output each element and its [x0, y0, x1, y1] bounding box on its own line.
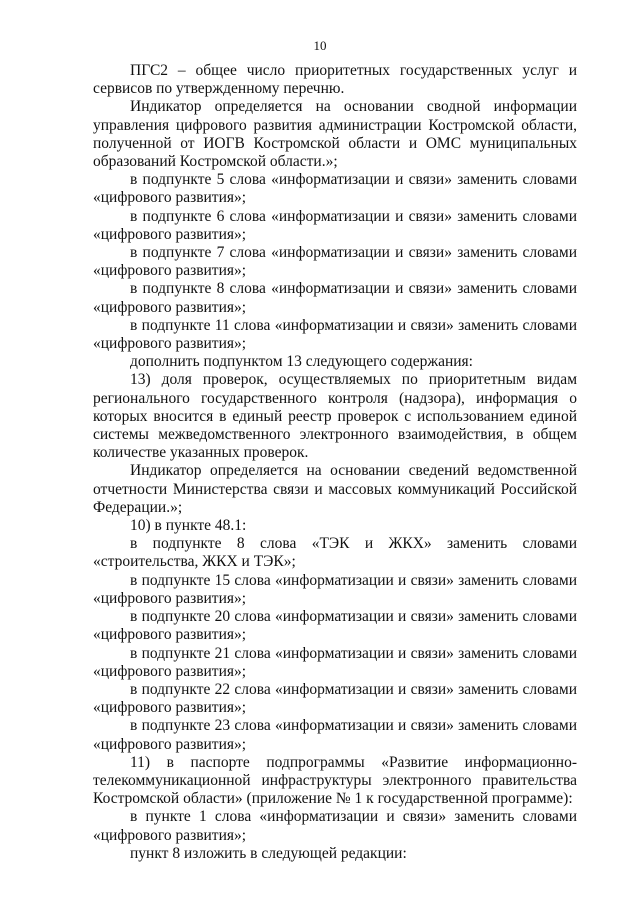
paragraph-20: пункт 8 изложить в следующей редакции:: [130, 844, 407, 862]
paragraph-6: в подпункте 8 слова «информатизации и связи» заменить словами «цифрового развития»;: [93, 280, 577, 316]
paragraph-14: в подпункте 20 слова «информатизации и связи» заменить словами «цифрового развития»;: [93, 608, 577, 644]
paragraph-17: в подпункте 23 слова «информатизации и связи» заменить словами «цифрового развития»;: [93, 717, 577, 753]
paragraph-7: в подпункте 11 слова «информатизации и связи» заменить словами «цифрового развития»;: [93, 316, 577, 353]
paragraph-19: в пункте 1 слова «информатизации и связи» заменить словами «цифрового развития»;: [93, 808, 577, 844]
paragraph-8: дополнить подпунктом 13 следующего содержания:: [130, 353, 473, 371]
paragraph-18: 11) в паспорте подпрограммы «Развитие информационно-телекоммуникационной инфраструктуры электронного правительства Костромской области» (приложение № 1 к государственной программе):: [93, 753, 577, 808]
document-body: [93, 62, 577, 863]
paragraph-2: Индикатор определяется на основании сводной информации управления цифрового развития администрации Костромской области, полученной от ИОГВ Костромской области и ОМС муниципальных образований Костромской области.»;: [93, 98, 577, 171]
paragraph-5: в подпункте 7 слова «информатизации и связи» заменить словами «цифрового развития»;: [93, 244, 577, 280]
paragraph-16: в подпункте 22 слова «информатизации и связи» заменить словами «цифрового развития»;: [93, 680, 577, 717]
paragraph-9: 13) доля проверок, осуществляемых по приоритетным видам регионального государственного контроля (надзора), информация о которых вносится в единый реестр проверок с использованием единой системы межведомственного электронного взаимодействия, в общем количестве указанных проверок.: [93, 371, 577, 462]
paragraph-1: ПГС2 – общее число приоритетных государственных услуг и сервисов по утвержденному перечню.: [93, 62, 577, 98]
paragraph-3: в подпункте 5 слова «информатизации и связи» заменить словами «цифрового развития»;: [93, 171, 577, 207]
paragraph-10: Индикатор определяется на основании сведений ведомственной отчетности Министерства связи и массовых коммуникаций Российской Федерации.»;: [93, 462, 577, 516]
page-number: 10: [313, 38, 327, 53]
paragraph-11: 10) в пункте 48.1:: [130, 517, 247, 535]
paragraph-13: в подпункте 15 слова «информатизации и связи» заменить словами «цифрового развития»;: [93, 571, 577, 607]
paragraph-15: в подпункте 21 слова «информатизации и связи» заменить словами «цифрового развития»;: [93, 644, 577, 680]
paragraph-4: в подпункте 6 слова «информатизации и связи» заменить словами «цифрового развития»;: [93, 207, 577, 243]
paragraph-12: в подпункте 8 слова «ТЭК и ЖКХ» заменить словами «строительства, ЖКХ и ТЭК»;: [93, 535, 577, 571]
